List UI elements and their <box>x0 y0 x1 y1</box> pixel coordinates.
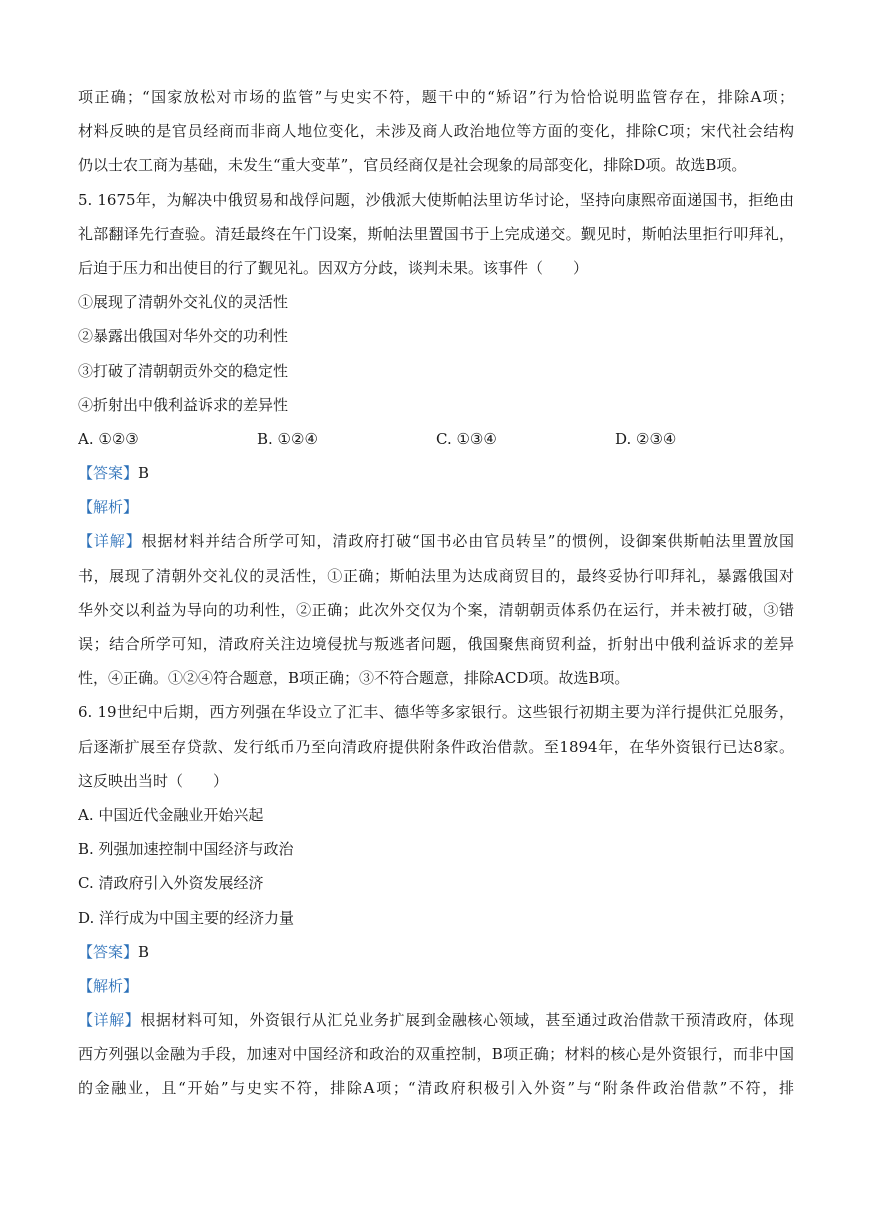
q5-detail-line-5: 性，④正确。①②④符合题意，B项正确；③不符合题意，排除ACD项。故选B项。 <box>78 669 630 688</box>
q5-answer-value: B <box>138 464 150 483</box>
q5-detail-line-1 <box>78 524 794 558</box>
q5-statement-2: ②暴露出俄国对华外交的功利性 <box>78 327 289 346</box>
q6-answer-tag: 【答案】 <box>78 942 139 961</box>
q6-option-a: A. 中国近代金融业开始兴起 <box>78 805 264 824</box>
q6-option-d: D. 洋行成为中国主要的经济力量 <box>78 908 295 927</box>
q5-option-d: D. ②③④ <box>615 429 677 448</box>
q5-answer-line <box>78 456 794 490</box>
prev-explanation-line-1: 项正确；“国家放松对市场的监管”与史实不符，题干中的“矫诏”行为恰恰说明监管存在，排除A项； <box>78 88 794 106</box>
q5-stem-line-2: 礼部翻译先行查验。清廷最终在午门设案，斯帕法里置国书于上完成递交。觐见时，斯帕法里拒行叩拜礼， <box>78 224 794 243</box>
q6-answer-value: B <box>138 942 150 961</box>
prev-explanation-line-2: 材料反映的是官员经商而非商人地位变化，未涉及商人政治地位等方面的变化，排除C项；宋代社会结构 <box>78 122 794 141</box>
q5-option-c: C. ①③④ <box>436 429 497 448</box>
q5-answer-tag: 【答案】 <box>78 464 139 483</box>
q5-detail-tag: 【详解】 <box>78 532 142 551</box>
q5-analysis-tag: 【解析】 <box>78 498 139 517</box>
q6-answer-line <box>78 935 794 969</box>
q6-option-c: C. 清政府引入外资发展经济 <box>78 874 264 893</box>
q6-option-b: B. 列强加速控制中国经济与政治 <box>78 840 294 859</box>
q6-detail-line-1 <box>78 1003 794 1037</box>
q5-statement-1: ①展现了清朝外交礼仪的灵活性 <box>78 293 289 312</box>
q6-stem-line-1: 6. 19世纪中后期，西方列强在华设立了汇丰、德华等多家银行。这些银行初期主要为洋行提供汇兑服务， <box>78 703 794 722</box>
q6-analysis-line <box>78 969 794 1003</box>
q5-stem-line-3: 后迫于压力和出使目的行了觐见礼。因双方分歧，谈判未果。该事件（ ） <box>78 258 589 277</box>
q6-analysis-tag: 【解析】 <box>78 976 139 995</box>
q5-detail-line-3: 华外交以利益为导向的功利性，②正确；此次外交仅为个案，清朝朝贡体系仍在运行，并未被打破，③错 <box>78 600 794 619</box>
q5-options-row <box>78 422 794 456</box>
q5-option-a: A. ①②③ <box>78 429 139 448</box>
q5-option-b: B. ①②④ <box>257 429 318 448</box>
q6-detail-line-3: 的金融业，且“开始”与史实不符，排除A项；“清政府积极引入外资”与“附条件政治借款”不符，排 <box>78 1079 794 1098</box>
prev-explanation-line-3: 仍以士农工商为基础，未发生“重大变革”，官员经商仅是社会现象的局部变化，排除D项。故选B项。 <box>78 156 747 175</box>
q6-detail-tag: 【详解】 <box>78 1011 141 1030</box>
document-page <box>78 80 794 1106</box>
q6-detail-line-2: 西方列强以金融为手段，加速对中国经济和政治的双重控制，B项正确；材料的核心是外资银行，而非中国 <box>78 1045 794 1064</box>
q5-statement-3: ③打破了清朝朝贡外交的稳定性 <box>78 361 289 380</box>
q6-stem-line-2: 后逐渐扩展至存贷款、发行纸币乃至向清政府提供附条件政治借款。至1894年，在华外资银行已达8家。 <box>78 737 794 756</box>
q6-stem-line-3: 这反映出当时（ ） <box>78 771 229 790</box>
q5-detail-line-4: 误；结合所学可知，清政府关注边境侵扰与叛逃者问题，俄国聚焦商贸利益，折射出中俄利益诉求的差异 <box>78 635 794 653</box>
q5-analysis-line <box>78 490 794 524</box>
q6-detail-text-1: 根据材料可知，外资银行从汇兑业务扩展到金融核心领域，甚至通过政治借款干预清政府，体现 <box>140 1011 794 1030</box>
q5-detail-line-2: 书，展现了清朝外交礼仪的灵活性，①正确；斯帕法里为达成商贸目的，最终妥协行叩拜礼，暴露俄国对 <box>78 566 794 585</box>
q5-statement-4: ④折射出中俄利益诉求的差异性 <box>78 395 289 414</box>
q5-detail-text-1: 根据材料并结合所学可知，清政府打破“国书必由官员转呈”的惯例，设御案供斯帕法里置放国 <box>141 532 794 551</box>
q5-stem-line-1: 5. 1675年，为解决中俄贸易和战俘问题，沙俄派大使斯帕法里访华讨论，坚持向康熙帝面递国书，拒绝由 <box>78 190 794 209</box>
